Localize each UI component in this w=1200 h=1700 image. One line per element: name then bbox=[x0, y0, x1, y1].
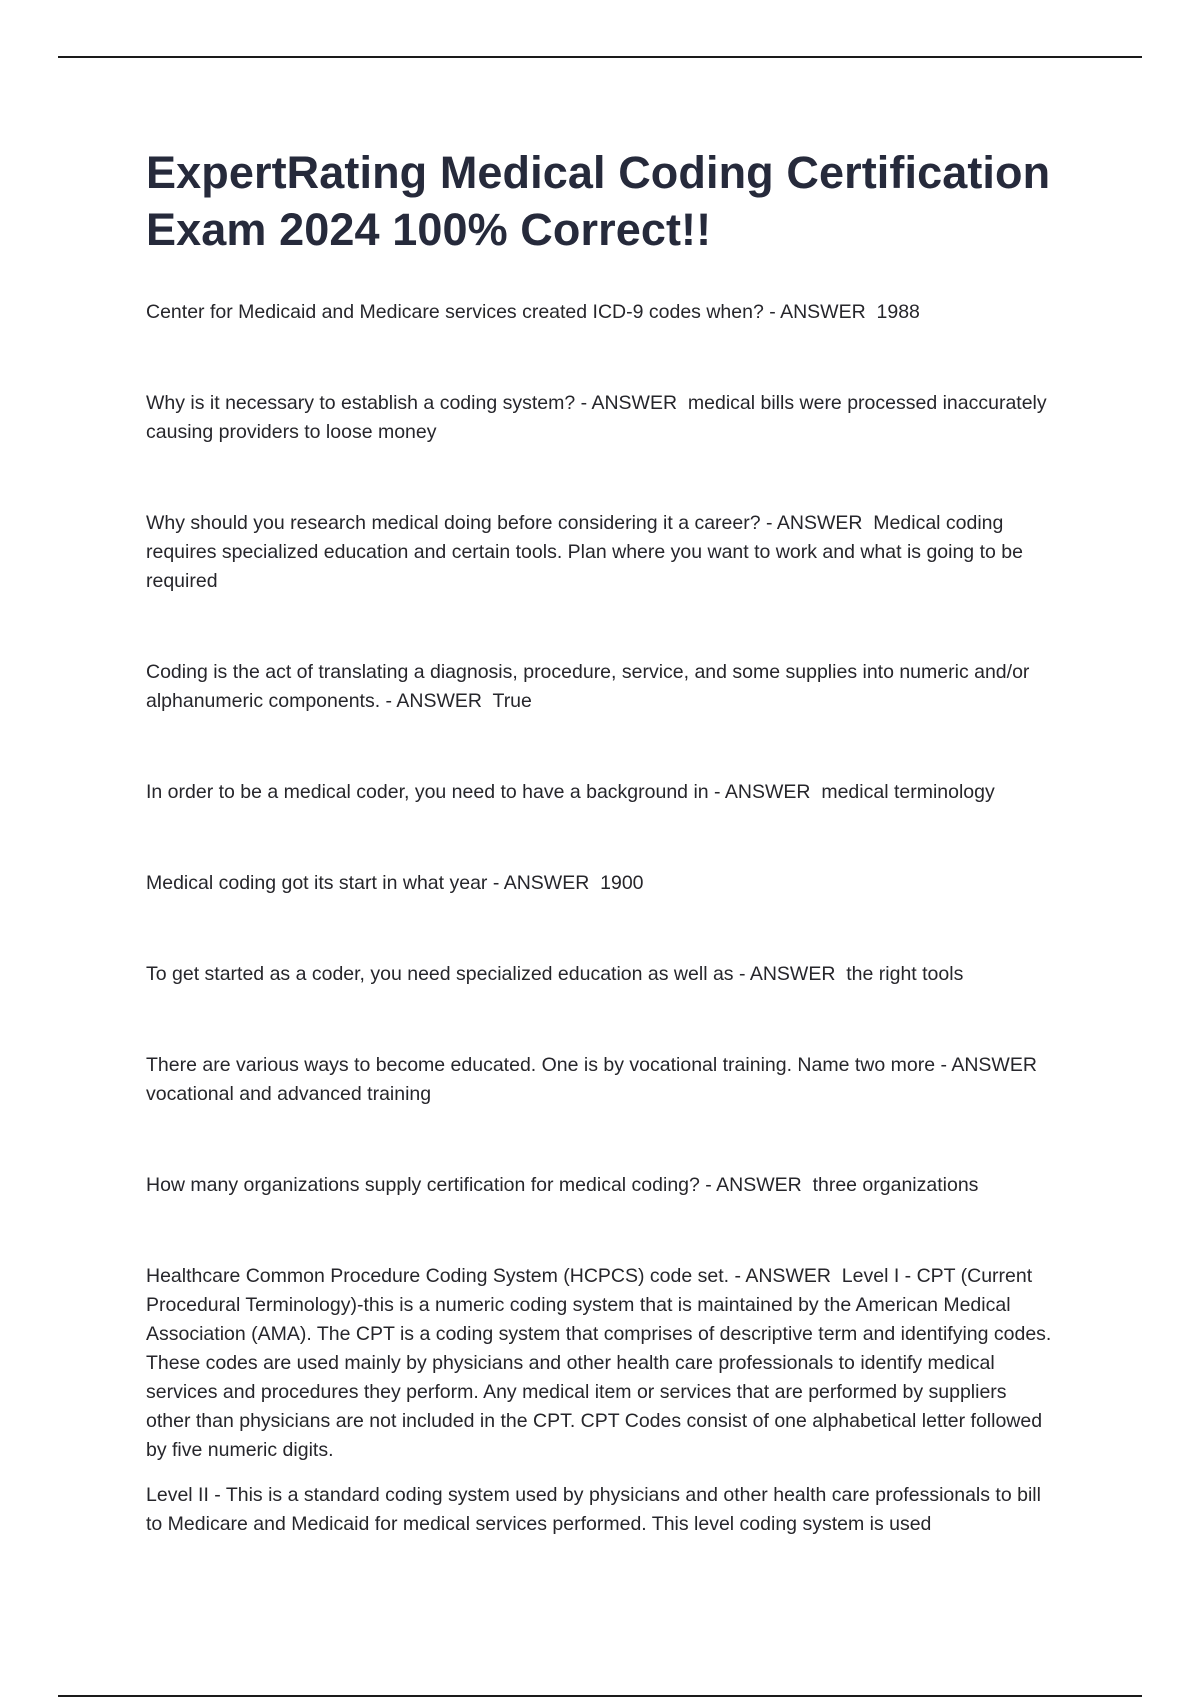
qa-item-8 bbox=[146, 1051, 1056, 1109]
document-content bbox=[146, 144, 1056, 1601]
question: Why should you research medical doing before considering it a career? bbox=[146, 512, 761, 534]
answer-label: ANSWER bbox=[745, 1265, 831, 1287]
qa-item-3 bbox=[146, 509, 1056, 596]
answer: True bbox=[492, 690, 532, 712]
question: Coding is the act of translating a diagnosis, procedure, service, and some supplies into numeric and/or alphanumeric components. bbox=[146, 661, 1030, 712]
question: There are various ways to become educated. One is by vocational training. Name two more bbox=[146, 1054, 936, 1076]
answer-label: ANSWER bbox=[724, 781, 811, 803]
question: To get started as a coder, you need specialized education as well as bbox=[146, 963, 734, 985]
answer: medical terminology bbox=[821, 781, 995, 803]
document-title: ExpertRating Medical Coding Certification Exam 2024 100% Correct!! bbox=[146, 147, 1051, 255]
answer: vocational and advanced training bbox=[146, 1083, 432, 1105]
answer-label: ANSWER bbox=[951, 1054, 1037, 1076]
qa-item-9 bbox=[146, 1171, 1056, 1200]
answer: 1988 bbox=[876, 301, 920, 323]
continuation-paragraph: Level II - This is a standard coding system used by physicians and other health care professionals to bill to Medicare and Medicaid for medical services performed. This level coding system is used bbox=[146, 1484, 1041, 1535]
qa-item-4 bbox=[146, 658, 1056, 716]
qa-item-2 bbox=[146, 389, 1056, 447]
question: How many organizations supply certification for medical coding? bbox=[146, 1174, 700, 1196]
question: Medical coding got its start in what year bbox=[146, 872, 488, 894]
answer-label: ANSWER bbox=[749, 963, 836, 985]
qa-item-7 bbox=[146, 960, 1056, 989]
question: Healthcare Common Procedure Coding System (HCPCS) code set. bbox=[146, 1265, 730, 1287]
bottom-divider bbox=[58, 1695, 1142, 1697]
answer: Medical coding requires specialized education and certain tools. Plan where you want to work and what is going to be required bbox=[146, 512, 1023, 592]
qa-item-5 bbox=[146, 778, 1056, 807]
answer-label: ANSWER bbox=[503, 872, 590, 894]
answer-label: ANSWER bbox=[396, 690, 482, 712]
answer: medical bills were processed inaccurately causing providers to loose money bbox=[146, 392, 1047, 443]
qa-item-6 bbox=[146, 869, 1056, 898]
answer: the right tools bbox=[846, 963, 964, 985]
answer: three organizations bbox=[812, 1174, 979, 1196]
question: Why is it necessary to establish a coding system? bbox=[146, 392, 576, 414]
qa-item-10 bbox=[146, 1262, 1056, 1465]
answer: Level I - CPT (Current Procedural Terminology)-this is a numeric coding system that is maintained by the American Medical Association (AMA). The CPT is a coding system that comprises of descriptive term and identifying codes. These codes are used mainly by physicians and other health care professionals to identify medical services and procedures they perform. Any medical item or services that are performed by suppliers other than physicians are not included in the CPT. CPT Codes consist of one alphabetical letter followed by five numeric digits. bbox=[146, 1265, 1052, 1461]
answer: 1900 bbox=[600, 872, 644, 894]
answer-label: ANSWER bbox=[776, 512, 863, 534]
qa-list bbox=[146, 298, 1056, 1539]
qa-item-1 bbox=[146, 298, 1056, 327]
answer-label: ANSWER bbox=[780, 301, 866, 323]
top-divider bbox=[58, 56, 1142, 58]
question: Center for Medicaid and Medicare services created ICD-9 codes when? bbox=[146, 301, 764, 323]
answer-label: ANSWER bbox=[716, 1174, 802, 1196]
question: In order to be a medical coder, you need to have a background in bbox=[146, 781, 709, 803]
answer-label: ANSWER bbox=[591, 392, 678, 414]
